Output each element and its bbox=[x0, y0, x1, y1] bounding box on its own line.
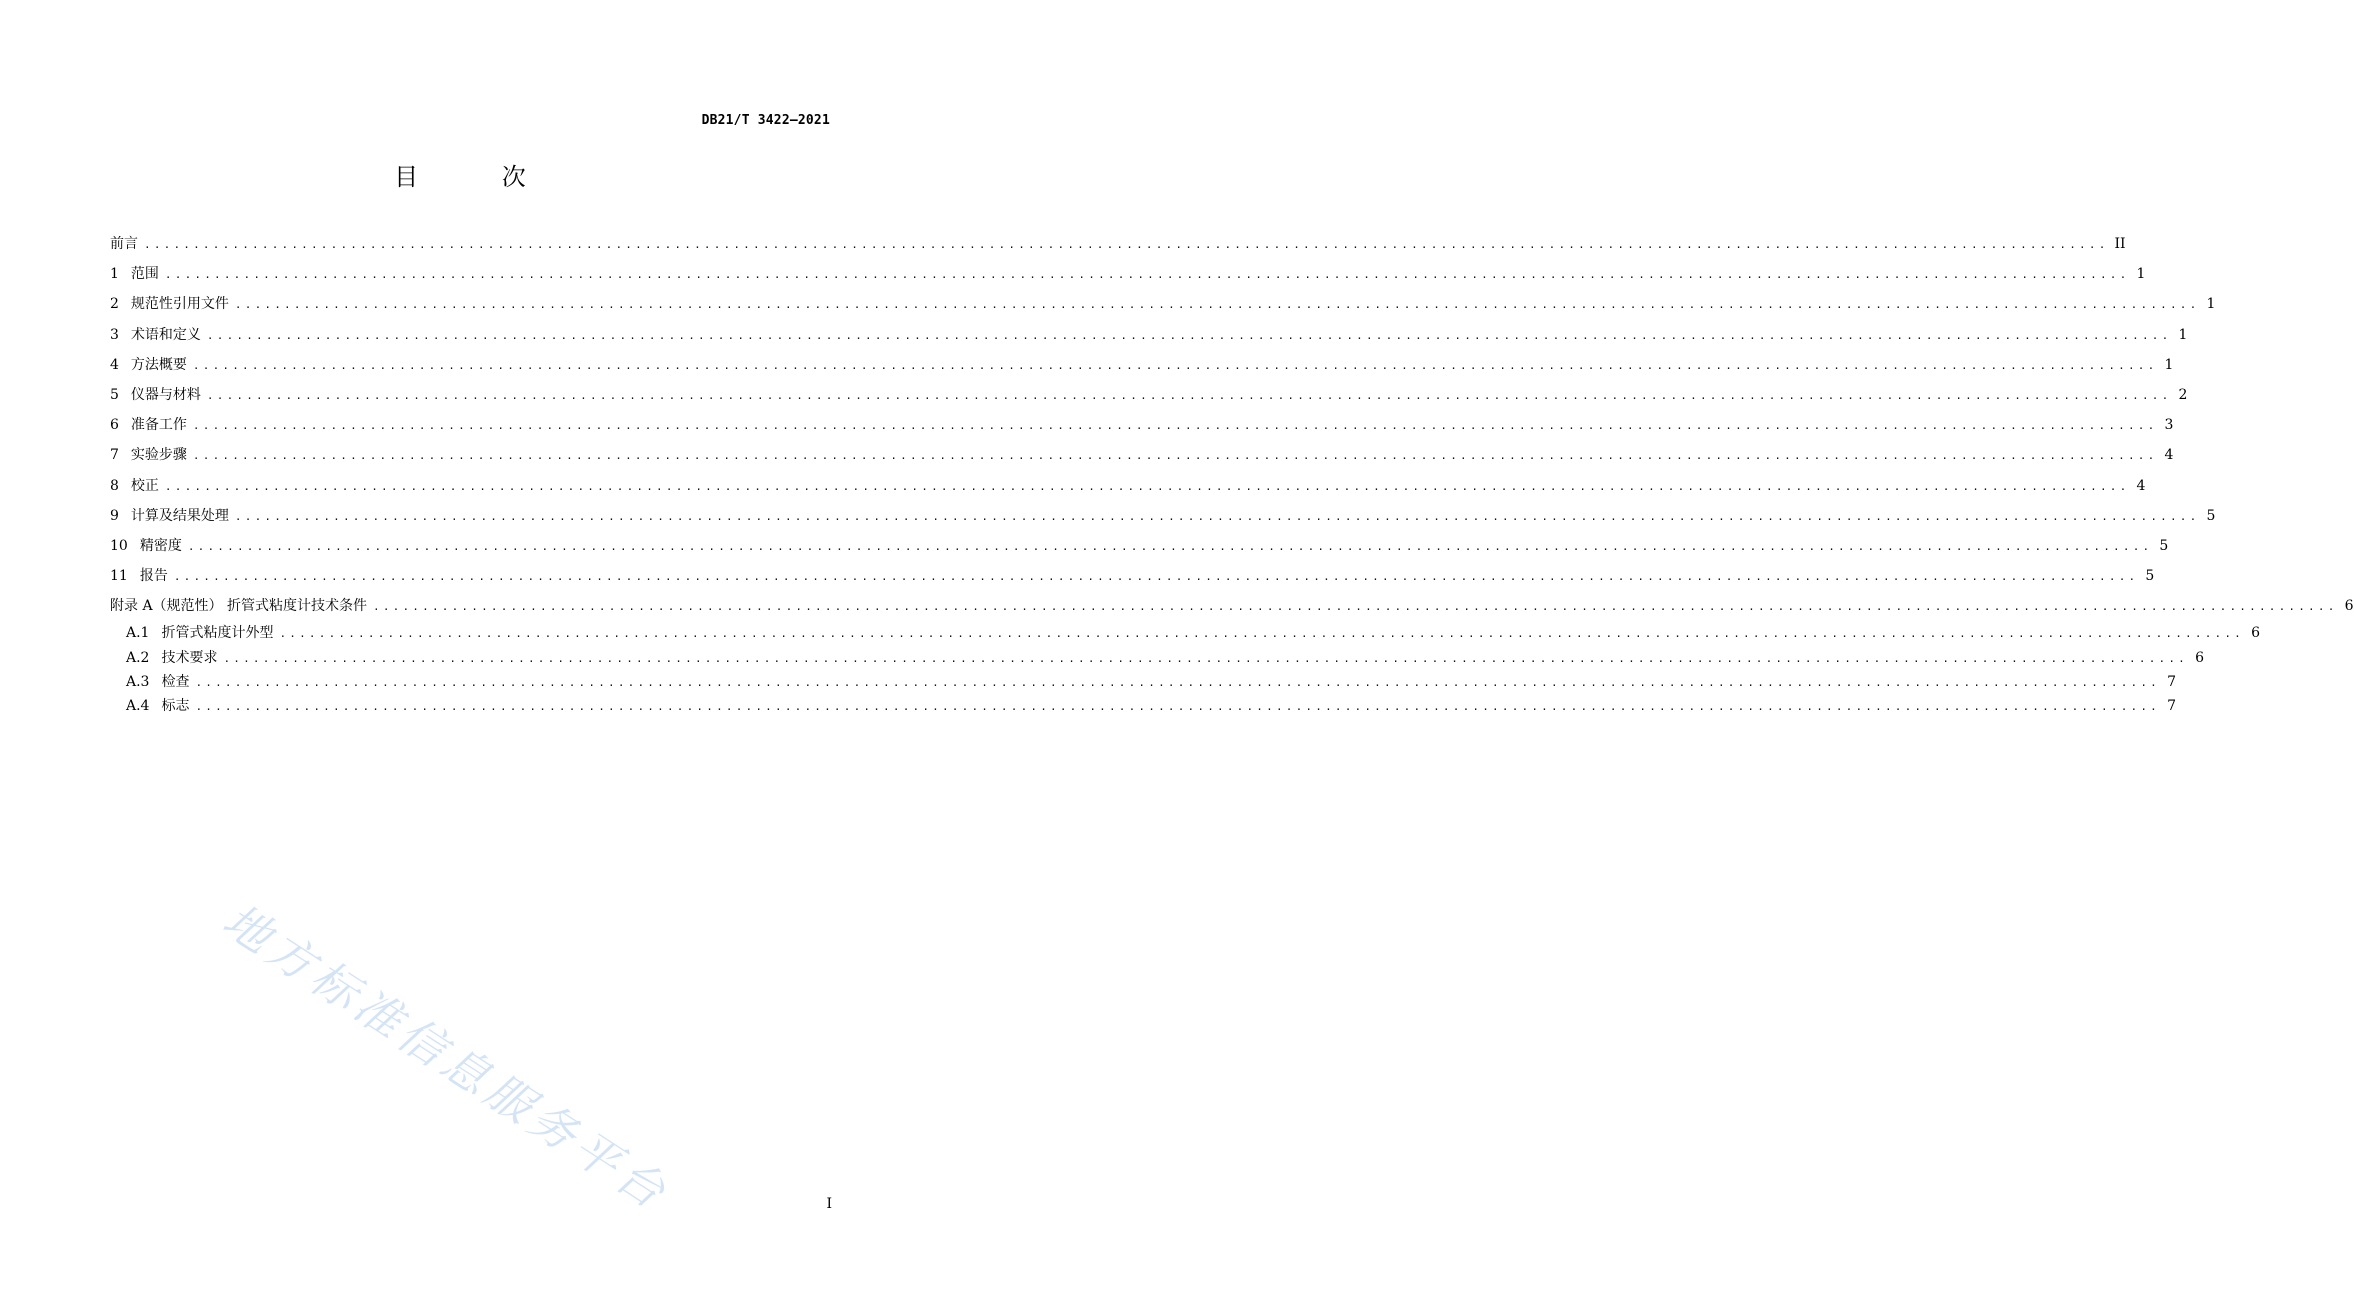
toc-entry-label: 校正 bbox=[130, 477, 159, 494]
toc-entry[interactable] bbox=[110, 646, 2204, 670]
toc-dot-leader: ........................................................................................................................................................................................................ bbox=[173, 570, 2139, 584]
toc-entry[interactable] bbox=[110, 289, 2216, 319]
toc-entry-label: 报告 bbox=[139, 568, 168, 585]
toc-entry-number: A.3 bbox=[126, 674, 150, 691]
toc-entry-page: 7 bbox=[2167, 698, 2176, 715]
toc-entry-label: 范围 bbox=[130, 266, 159, 283]
toc-entry-page: 1 bbox=[2178, 326, 2188, 343]
toc-entry-page: 5 bbox=[2206, 507, 2216, 524]
toc-entry-number: 11 bbox=[110, 568, 128, 585]
toc-dot-leader: ........................................................................................................................................................................................................ bbox=[279, 627, 2244, 641]
toc-dot-leader: ........................................................................................................................................................................................................ bbox=[192, 449, 2158, 463]
toc-entry[interactable] bbox=[110, 350, 2174, 380]
toc-entry-label: 规范性引用文件 bbox=[130, 296, 229, 313]
toc-entry-number: 2 bbox=[110, 296, 119, 313]
toc-dot-leader: ........................................................................................................................................................................................................ bbox=[373, 600, 2338, 614]
toc-entry-number: A.2 bbox=[126, 649, 150, 666]
toc-dot-leader: ........................................................................................................................................................................................................ bbox=[234, 509, 2200, 523]
toc-dot-leader: ........................................................................................................................................................................................................ bbox=[164, 479, 2130, 493]
toc-entry-label: 前言 bbox=[110, 236, 138, 252]
toc-entry[interactable] bbox=[110, 229, 2126, 259]
toc-entry[interactable] bbox=[110, 501, 2216, 531]
toc-dot-leader: ........................................................................................................................................................................................................ bbox=[144, 238, 2109, 251]
toc-entry-number: 3 bbox=[110, 326, 119, 343]
toc-entry-label: 仪器与材料 bbox=[130, 386, 201, 403]
toc-entry[interactable] bbox=[110, 380, 2188, 410]
toc-entry-page: 6 bbox=[2251, 625, 2260, 642]
toc-entry[interactable] bbox=[110, 531, 2169, 561]
page-number: I bbox=[826, 1196, 832, 1212]
toc-entry-page: 1 bbox=[2164, 356, 2174, 373]
toc-dot-leader: ........................................................................................................................................................................................................ bbox=[187, 539, 2153, 553]
toc-entry-page: 1 bbox=[2136, 266, 2146, 283]
toc-entry-label: 实验步骤 bbox=[130, 447, 187, 464]
toc-entry-page: 1 bbox=[2206, 296, 2216, 313]
toc-entry-label: 技术要求 bbox=[161, 649, 218, 666]
toc-entry-page: 4 bbox=[2164, 447, 2174, 464]
toc-entry-page: 3 bbox=[2164, 417, 2174, 434]
toc-entry-number: A.1 bbox=[126, 625, 150, 642]
toc-entry-page: 5 bbox=[2159, 537, 2169, 554]
toc-dot-leader: ........................................................................................................................................................................................................ bbox=[192, 419, 2158, 433]
watermark: 地方标准信息服务平台 bbox=[213, 892, 680, 1222]
toc-dot-leader: ........................................................................................................................................................................................................ bbox=[195, 700, 2160, 714]
toc-entry[interactable] bbox=[110, 410, 2174, 440]
toc-entry-page: II bbox=[2114, 236, 2126, 252]
toc-entry[interactable] bbox=[110, 561, 2155, 591]
toc-entry[interactable] bbox=[110, 621, 2260, 645]
table-of-contents bbox=[110, 229, 2354, 719]
toc-entry-label: 附录 A（规范性） 折管式粘度计技术条件 bbox=[110, 598, 368, 615]
toc-entry-page: 4 bbox=[2136, 477, 2146, 494]
toc-entry[interactable] bbox=[110, 670, 2176, 694]
toc-entry-label: 计算及结果处理 bbox=[130, 507, 229, 524]
toc-entry-label: 精密度 bbox=[139, 537, 182, 554]
toc-entry[interactable] bbox=[110, 259, 2146, 289]
toc-entry-number: 9 bbox=[110, 507, 119, 524]
document-code: DB21/T 3422—2021 bbox=[701, 113, 830, 128]
toc-entry[interactable] bbox=[110, 694, 2176, 718]
toc-dot-leader: ........................................................................................................................................................................................................ bbox=[223, 651, 2188, 665]
toc-entry-number: 1 bbox=[110, 266, 119, 283]
toc-entry-number: A.4 bbox=[126, 698, 150, 715]
toc-entry-page: 2 bbox=[2178, 386, 2188, 403]
toc-entry-number: 10 bbox=[110, 537, 128, 554]
page-title: 目 次 bbox=[394, 163, 564, 191]
toc-dot-leader: ........................................................................................................................................................................................................ bbox=[164, 268, 2130, 282]
toc-entry[interactable] bbox=[110, 440, 2174, 470]
toc-entry-label: 标志 bbox=[161, 698, 190, 715]
toc-entry[interactable] bbox=[110, 471, 2146, 501]
toc-entry-label: 准备工作 bbox=[130, 417, 187, 434]
toc-entry-page: 7 bbox=[2167, 674, 2176, 691]
toc-entry[interactable] bbox=[110, 320, 2188, 350]
toc-dot-leader: ........................................................................................................................................................................................................ bbox=[192, 358, 2158, 372]
toc-entry-label: 检查 bbox=[161, 674, 190, 691]
toc-entry-number: 4 bbox=[110, 356, 119, 373]
toc-entry-label: 术语和定义 bbox=[130, 326, 201, 343]
toc-dot-leader: ........................................................................................................................................................................................................ bbox=[195, 676, 2160, 690]
toc-entry-number: 8 bbox=[110, 477, 119, 494]
toc-entry-page: 6 bbox=[2195, 649, 2204, 666]
toc-dot-leader: ........................................................................................................................................................................................................ bbox=[206, 388, 2172, 402]
toc-entry-number: 7 bbox=[110, 447, 119, 464]
toc-dot-leader: ........................................................................................................................................................................................................ bbox=[206, 328, 2172, 342]
toc-dot-leader: ........................................................................................................................................................................................................ bbox=[234, 298, 2200, 312]
toc-entry-number: 5 bbox=[110, 386, 119, 403]
toc-entry-label: 方法概要 bbox=[130, 356, 187, 373]
toc-entry[interactable] bbox=[110, 591, 2354, 621]
toc-entry-number: 6 bbox=[110, 417, 119, 434]
toc-entry-page: 6 bbox=[2344, 598, 2354, 615]
toc-entry-label: 折管式粘度计外型 bbox=[161, 625, 274, 642]
toc-entry-page: 5 bbox=[2145, 568, 2155, 585]
